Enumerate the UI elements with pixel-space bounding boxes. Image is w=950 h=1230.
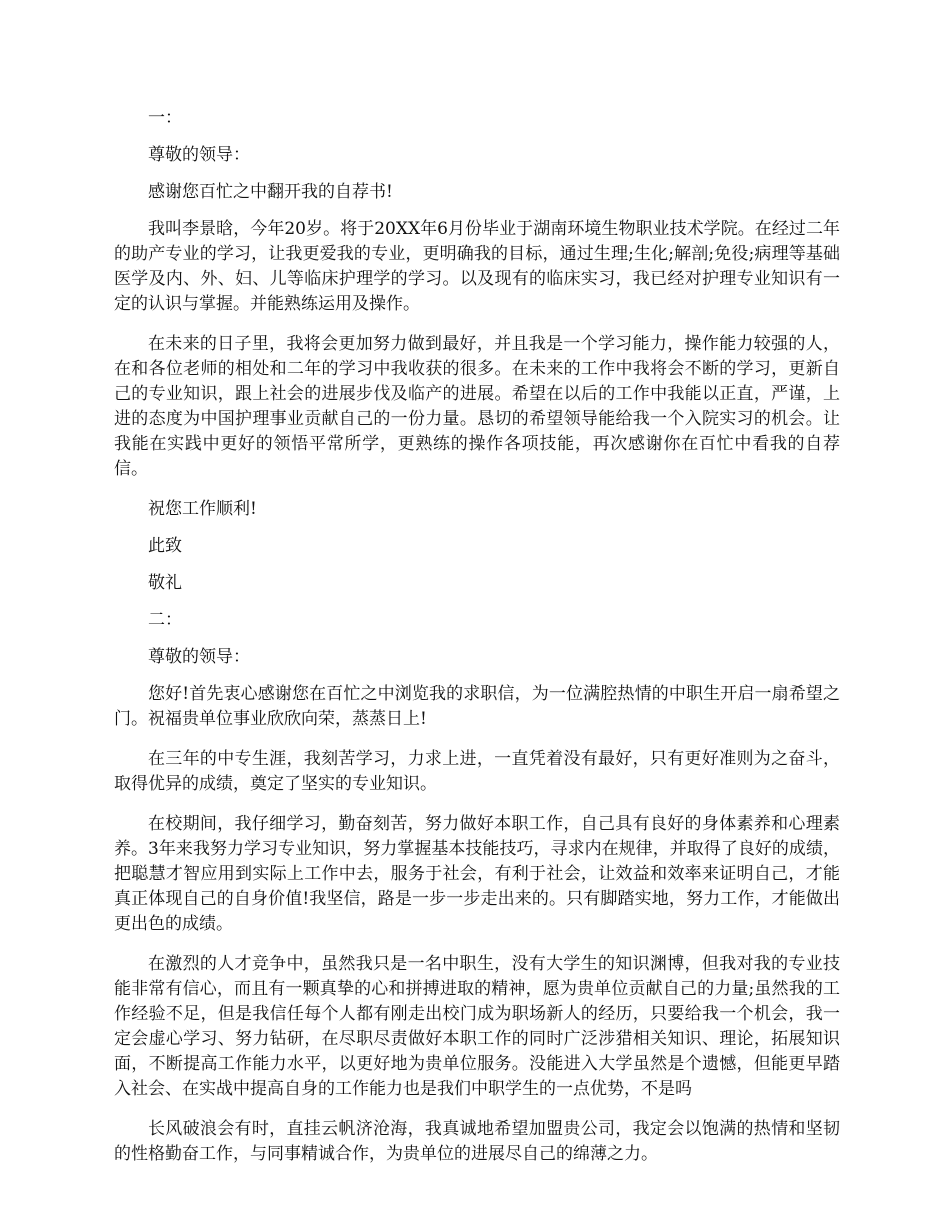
body-paragraph: 在激烈的人才竞争中，虽然我只是一名中职生，没有大学生的知识渊博，但我对我的专业技能非常有信心，而且有一颗真挚的心和拼搏进取的精神，愿为贵单位贡献自己的力量;虽然我的工作经验不足，但是我信任每个人都有刚走出校门成为职场新人的经历，只要给我一个机会，我一定会虚心学习、努力钻研，在尽职尽责做好本职工作的同时广泛涉猎相关知识、理论，拓展知识面，不断提高工作能力水平，以更好地为贵单位服务。没能进入大学虽然是个遗憾，但能更早踏入社会、在实战中提高自身的工作能力也是我们中职学生的一点优势，不是吗 — [114, 954, 840, 1099]
body-paragraph: 长风破浪会有时，直挂云帆济沧海，我真诚地希望加盟贵公司，我定会以饱满的热情和坚韧的性格勤奋工作，与同事精诚合作，为贵单位的进展尽自己的绵薄之力。 — [114, 1119, 840, 1164]
closing-jingli: 敬礼 — [148, 573, 182, 593]
salutation: 尊敬的领导： — [148, 145, 250, 165]
body-paragraph: 您好!首先衷心感谢您在百忙之中浏览我的求职信，为一位满腔热情的中职生开启一扇希望之门。祝福贵单位事业欣欣向荣，蒸蒸日上! — [114, 684, 840, 729]
document-page — [114, 106, 840, 1182]
body-paragraph: 在校期间，我仔细学习，勤奋刻苦，努力做好本职工作，自己具有良好的身体素养和心理素养。3年来我努力学习专业知识，努力掌握基本技能技巧，寻求内在规律，并取得了良好的成绩，把聪慧才智应用到实际上工作中去，服务于社会，有利于社会，让效益和效率来证明自己，才能真正体现自己的自身价值!我坚信，路是一步一步走出来的。只有脚踏实地，努力工作，才能做出更出色的成绩。 — [114, 814, 840, 934]
salutation: 尊敬的领导： — [148, 647, 250, 667]
body-paragraph: 我叫李景晗，今年20岁。将于20XX年6月份毕业于湖南环境生物职业技术学院。在经过二年的助产专业的学习，让我更爱我的专业，更明确我的目标，通过生理;生化;解剖;免役;病理等基础医学及内、外、妇、儿等临床护理学的学习。以及现有的临床实习，我已经对护理专业知识有一定的认识与掌握。并能熟练运用及操作。 — [114, 219, 840, 314]
body-paragraph: 在三年的中专生涯，我刻苦学习，力求上进，一直凭着没有最好，只有更好准则为之奋斗，取得优异的成绩，奠定了坚实的专业知识。 — [114, 749, 840, 794]
section-heading-one: 一： — [148, 108, 182, 128]
closing-wish: 祝您工作顺利! — [148, 499, 257, 519]
opening-line: 感谢您百忙之中翻开我的自荐书! — [148, 182, 393, 202]
body-paragraph: 在未来的日子里，我将会更加努力做到最好，并且我是一个学习能力，操作能力较强的人，在和各位老师的相处和二年的学习中我收获的很多。在未来的工作中我将会不断的学习，更新自己的专业知识，跟上社会的进展步伐及临产的进展。希望在以后的工作中我能以正直，严谨，上进的态度为中国护理事业贡献自己的一份力量。恳切的希望领导能给我一个入院实习的机会。让我能在实践中更好的领悟平常所学，更熟练的操作各项技能，再次感谢你在百忙中看我的自荐信。 — [114, 334, 840, 479]
closing-cizhi: 此致 — [148, 536, 182, 556]
section-heading-two: 二： — [148, 610, 182, 630]
